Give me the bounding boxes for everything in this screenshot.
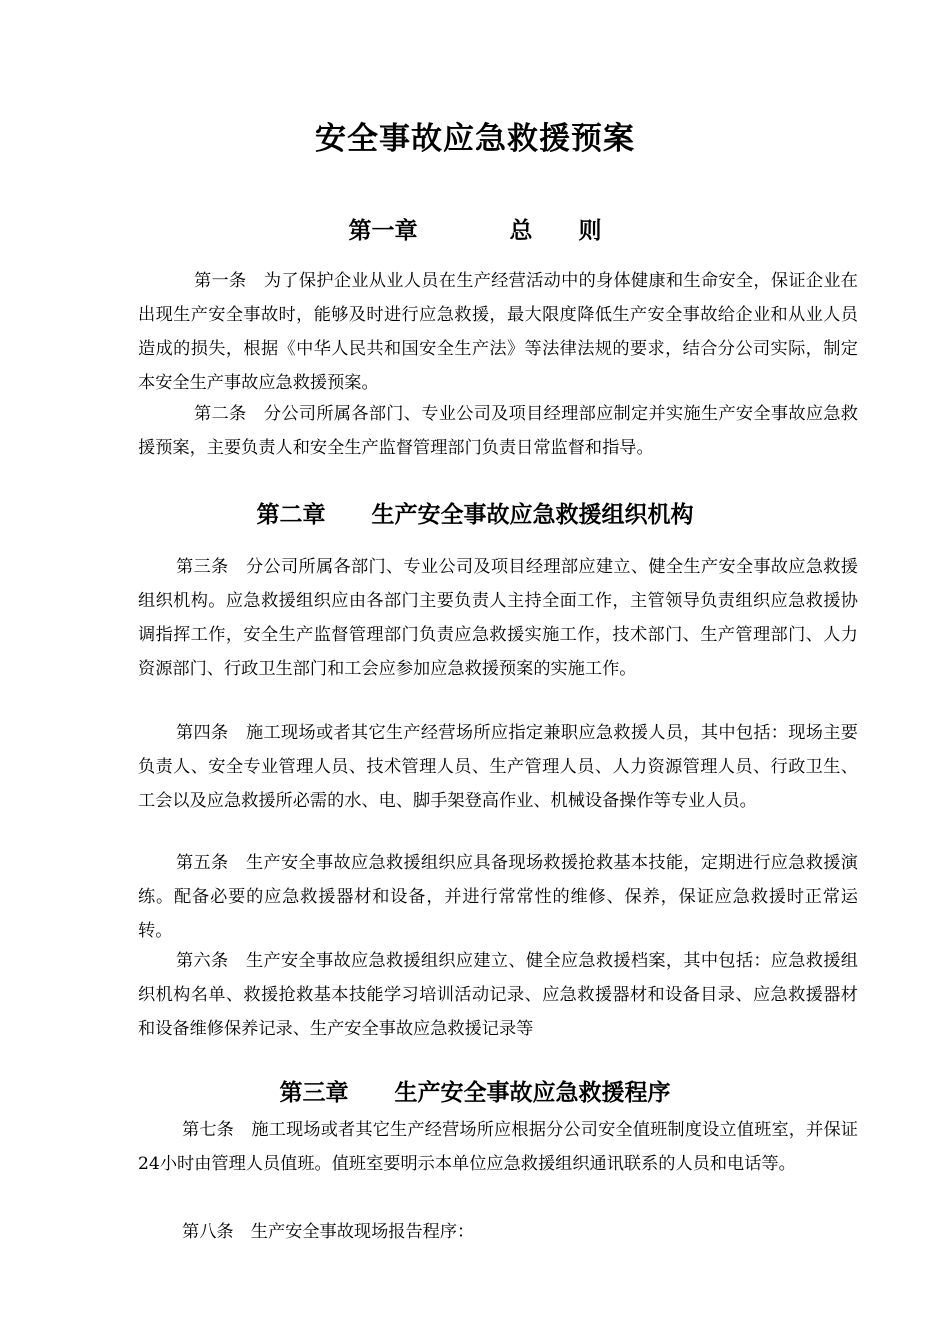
article-label: 第八条 [182,1222,234,1242]
article-7 [138,1113,858,1181]
article-text: 生产安全事故应急救援组织应具备现场救援抢救基本技能，定期进行应急救援演练。配备必要的应急救援器材和设备，并进行常常性的维修、保养，保证应急救援时正常运转。 [138,853,858,941]
chapter-2-heading: 第二章 生产安全事故应急救援组织机构 [256,501,694,528]
article-label: 第二条 [194,404,247,424]
document-title: 安全事故应急救援预案 [315,121,635,157]
article-label: 第一条 [194,271,247,291]
article-4 [138,716,858,818]
article-8 [138,1215,858,1249]
article-5 [138,846,858,948]
article-label: 第七条 [182,1120,235,1140]
article-label: 第三条 [176,557,229,577]
article-label: 第四条 [176,723,229,743]
chapter-1-heading: 第一章 总 则 [348,217,602,244]
chapter-3-heading: 第三章 生产安全事故应急救援程序 [279,1079,671,1106]
article-text: 分公司所属各部门、专业公司及项目经理部应建立、健全生产安全事故应急救援组织机构。应急救援组织应由各部门主要负责人主持全面工作，主管领导负责组织应急救援协调指挥工作，安全生产监督管理部门负责应急救援实施工作，技术部门、生产管理部门、人力资源部门、行政卫生部门和工会应参加应急救援预案的实施工作。 [138,557,858,679]
article-3 [138,550,858,686]
article-text: 施工现场或者其它生产经营场所应指定兼职应急救援人员，其中包括：现场主要负责人、安全专业管理人员、技术管理人员、生产管理人员、人力资源管理人员、行政卫生、工会以及应急救援所必需的水、电、脚手架登高作业、机械设备操作等专业人员。 [138,723,858,811]
article-label: 第六条 [176,951,229,971]
article-text: 生产安全事故现场报告程序： [250,1222,475,1242]
article-text: 生产安全事故应急救援组织应建立、健全应急救援档案，其中包括：应急救援组织机构名单、救援抢救基本技能学习培训活动记录、应急救援器材和设备目录、应急救援器材和设备维修保养记录、生产安全事故应急救援记录等 [138,951,858,1039]
article-label: 第五条 [176,853,229,873]
article-text: 施工现场或者其它生产经营场所应根据分公司安全值班制度设立值班室，并保证24小时由管理人员值班。值班室要明示本单位应急救援组织通讯联系的人员和电话等。 [138,1120,858,1174]
article-1 [138,264,858,400]
article-2 [138,397,858,465]
article-text: 分公司所属各部门、专业公司及项目经理部应制定并实施生产安全事故应急救援预案，主要负责人和安全生产监督管理部门负责日常监督和指导。 [138,404,858,458]
article-6 [138,944,858,1046]
article-text: 为了保护企业从业人员在生产经营活动中的身体健康和生命安全，保证企业在出现生产安全事故时，能够及时进行应急救援，最大限度降低生产安全事故给企业和从业人员造成的损失，根据《中华人民共和国安全生产法》等法律法规的要求，结合分公司实际，制定本安全生产事故应急救援预案。 [138,271,858,393]
